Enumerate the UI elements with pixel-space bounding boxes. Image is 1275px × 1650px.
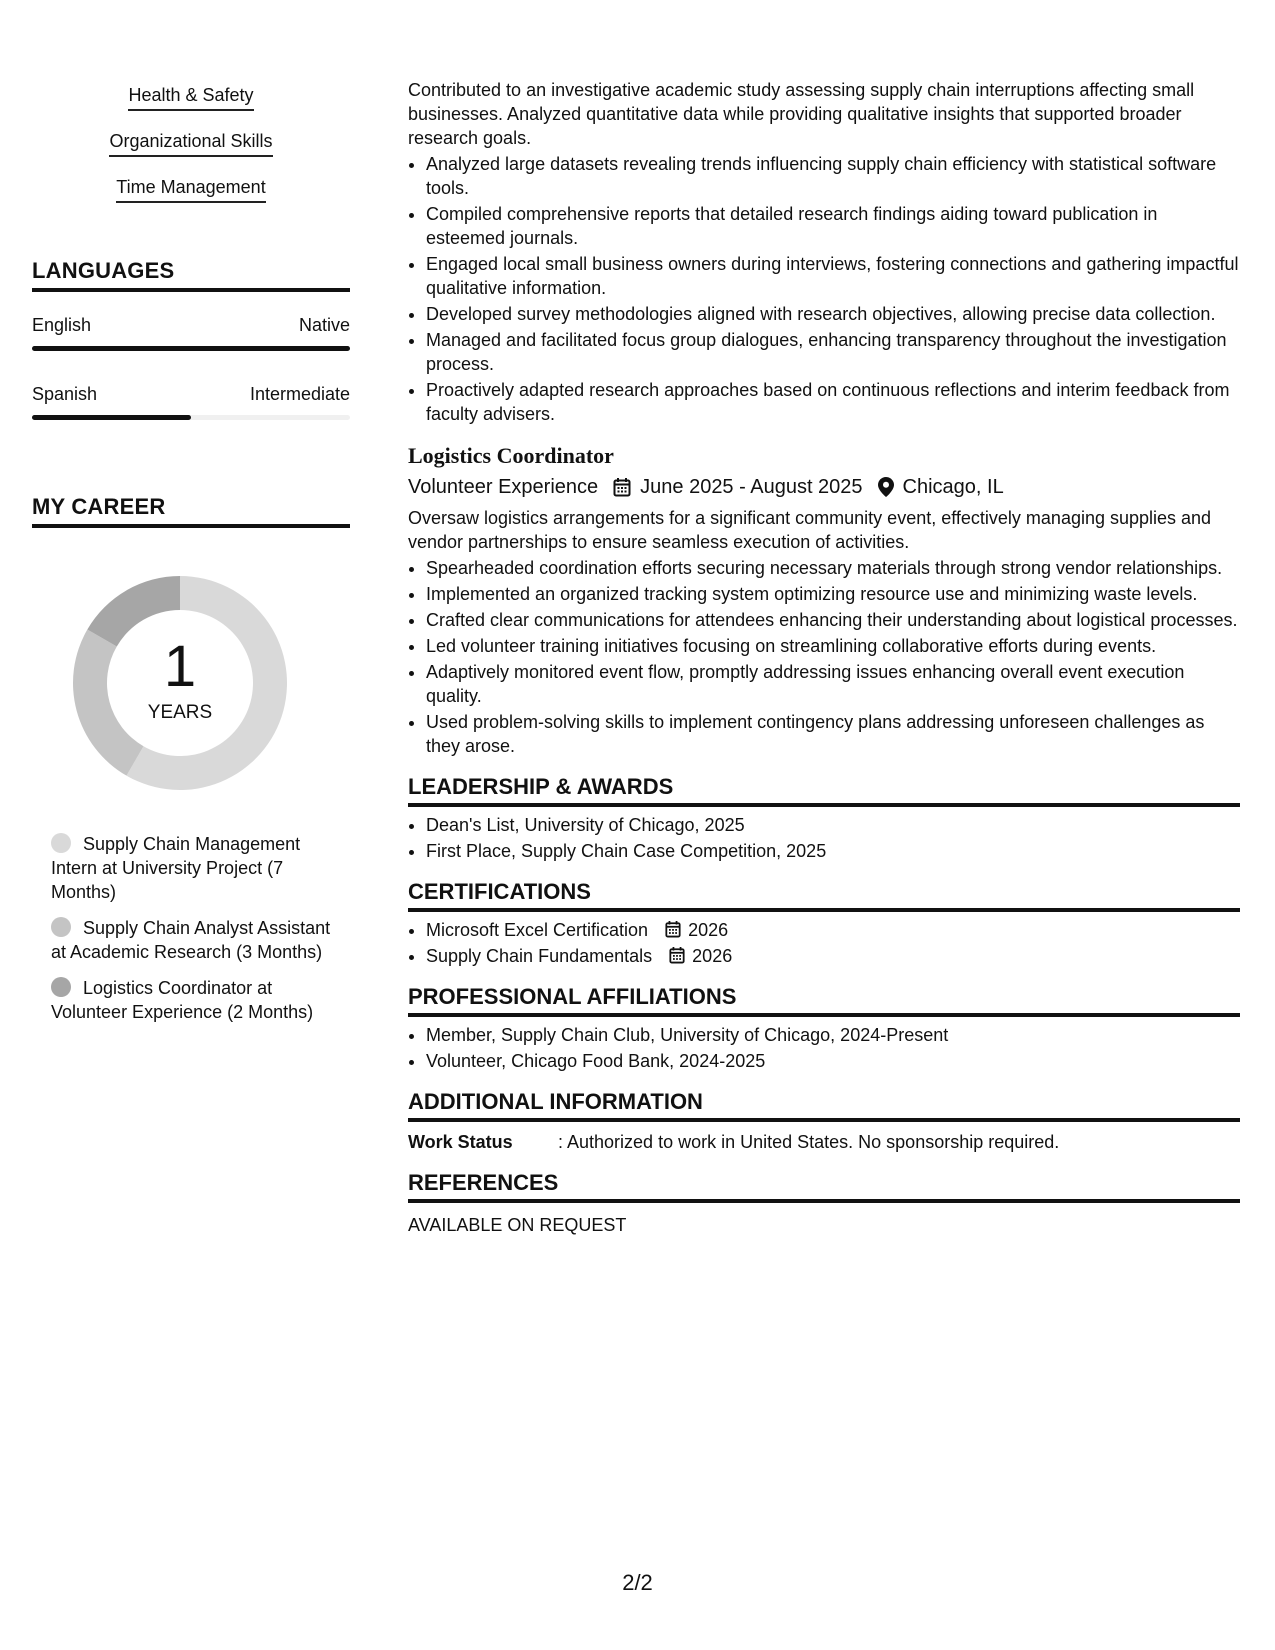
bullet-item: • Managed and facilitated focus group dialogues, enhancing transparency throughout the investigation process. xyxy=(426,328,1240,376)
certifications-list xyxy=(408,918,1240,968)
list-item: • First Place, Supply Chain Case Competition, 2025 xyxy=(426,839,1240,863)
bullet-item: • Spearheaded coordination efforts securing necessary materials through strong vendor relationships. xyxy=(426,556,1240,580)
career-legend-item xyxy=(51,832,341,904)
legend-label: Supply Chain Analyst Assistant at Academic Research (3 Months) xyxy=(51,918,331,962)
career-section xyxy=(32,494,350,1024)
leadership-section xyxy=(408,774,1240,863)
bullet-item: • Compiled comprehensive reports that detailed research findings aiding toward publication in esteemed journals. xyxy=(426,202,1240,250)
bullet-item: • Led volunteer training initiatives focusing on streamlining collaborative efforts during events. xyxy=(426,634,1240,658)
job-meta xyxy=(408,474,1240,500)
location-pin-icon xyxy=(878,477,894,497)
bullet-item: • Proactively adapted research approaches based on continuous reflections and interim feedback from faculty advisers. xyxy=(426,378,1240,426)
career-legend-item xyxy=(51,976,341,1024)
bullet-item: • Used problem-solving skills to implement contingency plans addressing unforeseen challenges as they arose. xyxy=(426,710,1240,758)
calendar-icon xyxy=(613,477,631,497)
language-name: Spanish xyxy=(32,384,98,404)
work-status-value: : Authorized to work in United States. No sponsorship required. xyxy=(558,1132,1060,1152)
job-location: Chicago, IL xyxy=(902,476,1004,498)
languages-section xyxy=(32,258,350,420)
logistics-entry xyxy=(408,442,1240,758)
certification-name: Microsoft Excel Certification xyxy=(426,920,649,940)
job-bullets xyxy=(408,556,1240,758)
references-text: AVAILABLE ON REQUEST xyxy=(408,1215,627,1235)
language-bar-fill xyxy=(32,346,350,351)
references-title: REFERENCES xyxy=(408,1170,1240,1203)
leadership-list xyxy=(408,813,1240,863)
certifications-title: CERTIFICATIONS xyxy=(408,879,1240,912)
legend-label: Logistics Coordinator at Volunteer Experience (2 Months) xyxy=(51,978,314,1022)
career-legend xyxy=(51,832,341,1024)
work-status-key: Work Status xyxy=(408,1132,513,1152)
career-total-unit: YEARS xyxy=(147,702,213,723)
work-status-row xyxy=(408,1130,1240,1154)
calendar-icon xyxy=(665,920,681,938)
career-donut xyxy=(67,570,293,796)
career-legend-item xyxy=(51,916,341,964)
language-bar-fill xyxy=(32,415,191,420)
bullet-item: • Adaptively monitored event flow, promptly addressing issues enhancing overall event execution quality. xyxy=(426,660,1240,708)
skill-item: Time Management xyxy=(116,176,265,203)
skills-list xyxy=(32,84,350,222)
certifications-section xyxy=(408,879,1240,968)
research-entry xyxy=(408,78,1240,426)
list-item: • Member, Supply Chain Club, University of Chicago, 2024-Present xyxy=(426,1023,1240,1047)
language-level: Native xyxy=(298,315,350,335)
page-number: 2/2 xyxy=(622,1570,653,1595)
research-description: Contributed to an investigative academic study assessing supply chain interruptions affecting small businesses. Analyzed quantitative data while providing qualitative insights that supported broader research goals. xyxy=(408,80,1195,148)
bullet-item: • Engaged local small business owners during interviews, fostering connections and gathering impactful qualitative information. xyxy=(426,252,1240,300)
bullet-item: • Developed survey methodologies aligned with research objectives, allowing precise data collection. xyxy=(426,302,1240,326)
job-dates: June 2025 - August 2025 xyxy=(640,476,863,498)
research-bullets xyxy=(408,152,1240,426)
bullet-item: • Implemented an organized tracking system optimizing resource use and minimizing waste levels. xyxy=(426,582,1240,606)
skill-item: Organizational Skills xyxy=(109,130,272,157)
affiliations-title: PROFESSIONAL AFFILIATIONS xyxy=(408,984,1240,1017)
legend-dot xyxy=(51,917,71,937)
legend-dot xyxy=(51,977,71,997)
affiliations-section xyxy=(408,984,1240,1073)
language-level: Intermediate xyxy=(249,384,350,404)
language-bar xyxy=(32,346,350,351)
references-section xyxy=(408,1170,1240,1237)
list-item: • Volunteer, Chicago Food Bank, 2024-2025 xyxy=(426,1049,1240,1073)
list-item: • Dean's List, University of Chicago, 2025 xyxy=(426,813,1240,837)
legend-dot xyxy=(51,833,71,853)
list-item xyxy=(426,944,1240,968)
job-title: Logistics Coordinator xyxy=(408,443,614,468)
certification-year: 2026 xyxy=(692,946,733,966)
job-description: Oversaw logistics arrangements for a significant community event, effectively managing supplies and vendor partnerships to ensure seamless execution of activities. xyxy=(408,508,1212,552)
affiliations-list xyxy=(408,1023,1240,1073)
language-spanish xyxy=(32,383,350,420)
language-name: English xyxy=(32,315,92,335)
language-english xyxy=(32,314,350,351)
legend-label: Supply Chain Management Intern at University Project (7 Months) xyxy=(51,834,301,902)
career-title: MY CAREER xyxy=(32,494,350,528)
list-item xyxy=(426,918,1240,942)
additional-title: ADDITIONAL INFORMATION xyxy=(408,1089,1240,1122)
job-org: Volunteer Experience xyxy=(408,476,599,498)
language-bar xyxy=(32,415,350,420)
certification-name: Supply Chain Fundamentals xyxy=(426,946,653,966)
career-total-number: 1 xyxy=(163,634,197,699)
calendar-icon xyxy=(669,946,685,964)
additional-section xyxy=(408,1089,1240,1154)
leadership-title: LEADERSHIP & AWARDS xyxy=(408,774,1240,807)
left-column xyxy=(32,84,350,1036)
skill-item: Health & Safety xyxy=(128,84,253,111)
languages-title: LANGUAGES xyxy=(32,258,350,292)
bullet-item: • Analyzed large datasets revealing trends influencing supply chain efficiency with statistical software tools. xyxy=(426,152,1240,200)
certification-year: 2026 xyxy=(688,920,729,940)
bullet-item: • Crafted clear communications for attendees enhancing their understanding about logistical processes. xyxy=(426,608,1240,632)
right-column xyxy=(408,78,1240,1237)
